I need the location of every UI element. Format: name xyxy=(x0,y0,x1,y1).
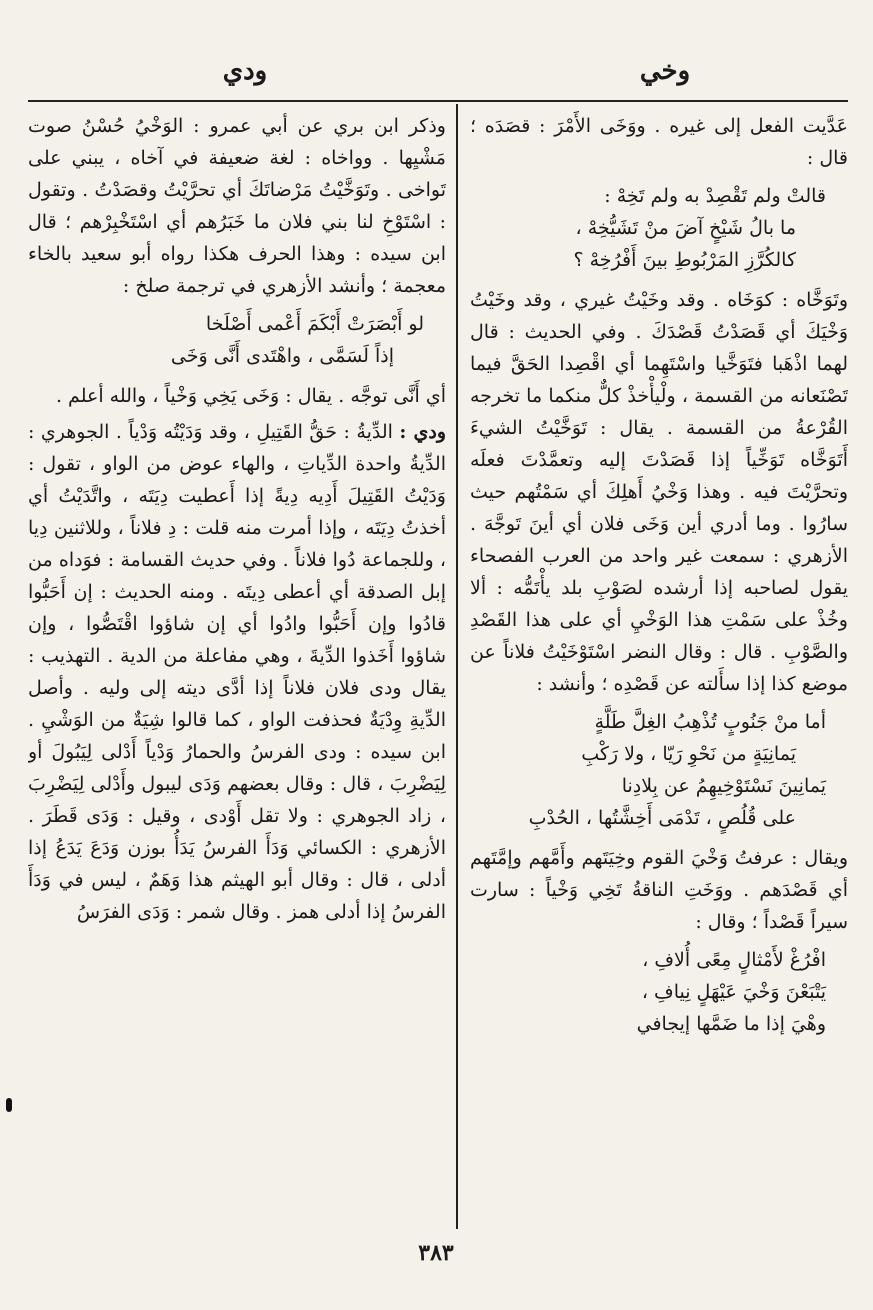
verse-line: إذاً لَسَمَّى ، واهْتَدى أَنَّى وَخَى xyxy=(170,345,394,367)
verse-line: قالتْ ولم تَقْصِدْ به ولم تَخِهْ : xyxy=(604,185,826,207)
verse-block xyxy=(470,706,848,834)
paragraph: وتَوَخَّاه : كوَخَاه . وقد وخَيْتُ غيري ، وقد وخَيْتُ وَخْيَكَ أي قَصَدْتُ قَصْدَكَ . وفي الحديث : قال لهما اذْهَبا فتَوَخَّيا واسْتَهِما أي اقْصِدا الحَقَّ فيما تَصْنَعانه من القسمة ، ولْيأْخذْ كلٌّ منكما ما تخرجه القُرْعةُ من القسمة . يقال : تَوَخَّيْتُ الشيءَ أَتَوَخَّاه تَوَخِّياً إذا قَصَدْتَ إليه وتعمَّدْتَ فعلَه وتحرَّيْتَ فيه . وهذا وَخْيُ أَهلِكَ أي سَمْتُهم حيث سارُوا . وما أدري أين وَخَى فلان أي أينَ تَوجَّهَ . الأزهري : سمعت غير واحد من العرب الفصحاء يقول لصاحبه إذا أرشده لصَوْبِ بلد يأْتَمُّه : ألا وخُذْ على سَمْتِ هذا الوَخْيِ أي على هذا القَصْدِ والصَّوْبِ . قال : وقال النضر اسْتَوْخَيْتُ فلاناً عن موضع كذا إذا سأَلته عن قَصْدِه ؛ وأنشد : xyxy=(470,289,848,695)
entry-paragraph xyxy=(28,416,446,928)
margin-ink-mark xyxy=(6,1098,12,1112)
paragraph: ويقال : عرفتُ وَخْيَ القوم وخِيَتَهم وأَمَّهم وإمَّتَهم أي قَصْدَهم . ووَخَتِ الناقةُ تَخِي وَخْياً : سارت سيراً قَصْداً ؛ وقال : xyxy=(470,847,848,933)
verse-line: كالكُرَّزِ المَرْبُوطِ بينَ أَفْرُخِهْ ؟ xyxy=(573,249,796,271)
verse-line: أما منْ جَنُوبٍ تُذْهِبُ الغِلَّ طَلَّةٍ xyxy=(594,711,826,733)
entry-headword: ودي : xyxy=(399,421,446,443)
verse-block xyxy=(470,180,848,276)
header-rule xyxy=(28,100,848,102)
column-divider xyxy=(456,104,458,1229)
paragraph: عَدَّيت الفعل إلى غيره . ووَخَى الأَمْرَ : قصَدَه ؛ قال : xyxy=(470,115,848,169)
right-column xyxy=(470,110,848,1230)
verse-line: يَتْبَعْنَ وَخْيَ عَيْهَلٍ نِيافِ ، xyxy=(641,981,826,1003)
page-number: ٣٨٣ xyxy=(418,1240,454,1266)
verse-line: وهْيَ إذا ما ضَمَّها إيجافي xyxy=(636,1013,826,1035)
verse-block xyxy=(28,308,446,372)
verse-line: يَمانِينَ نَسْتَوْخِيهِمُ عن بِلادِنا xyxy=(621,775,826,797)
verse-line: افْرُغْ لأَمْثالٍ مِعًى أُلافِ ، xyxy=(642,949,826,971)
paragraph: أي أَنَّى توجَّه . يقال : وَخَى يَخِي وَخْياً ، والله أعلم . xyxy=(55,385,446,407)
verse-line: على قُلُصٍ ، تَدْمَى أَخِشَّتُها ، الحُدْبِ xyxy=(528,807,796,829)
running-head-right: وخي xyxy=(639,56,691,86)
verse-line: ما بالُ شَيْخٍ آضَ منْ تَشَيُّخِهْ ، xyxy=(575,217,796,239)
verse-line: لو أَبْصَرَتْ أَبْكَمَ أَعْمى أَصْلَخا xyxy=(205,313,424,335)
verse-block xyxy=(470,944,848,1040)
left-column xyxy=(28,110,446,1230)
running-head-left: ودي xyxy=(222,56,268,86)
entry-text: الدِّيةُ : حَقُّ القَتِيلِ ، وقد وَدَيْتُه وَدْياً . الجوهري : الدِّيةُ واحدة الدِّياتِ ، والهاء عوض من الواو ، تقول : وَدَيْتُ القَتِيلَ أَدِيه دِيةً إذا أَعطيت دِيَتَه ، واتَّدَيْتُ أي أخذتُ دِيَتَه ، وإذا أمرت منه قلت : دِ فلاناً ، وللاثنين دِيا ، وللجماعة دُوا فلاناً . وفي حديث القسامة : فوَداه من إبل الصدقة أي أعطى دِيتَه . ومنه الحديث : إن أَحَبُّوا قادُوا وإن أَحَبُّوا وادُوا أي إن شاؤوا اقْتَصُّوا ، وإن شاؤوا أَخَذوا الدِّيةَ ، وهي مفاعلة من الدية . التهذيب : يقال ودى فلان فلاناً إذا أدَّى ديته إلى وليه . وأصل الدِّيةِ وِدْيَةٌ فحذفت الواو ، كما قالوا شِيَةٌ من الوَشْيِ . ابن سيده : ودى الفرسُ والحمارُ وَدْياً أَدْلى لِيَبُولَ أو لِيَضْرِبَ ، قال : وقال بعضهم وَدَى ليبول وأَدْلى لِيَضْرِبَ ، زاد الجوهري : ولا تقل أَوْدى ، وقيل : وَدَى قَطَرَ . الأزهري : الكسائي وَدَأَ الفرسُ يَدَأُ بوزن وَدَعَ يَدَعُ إذا أدلى ، قال : وقال أبو الهيثم هذا وَهَمٌ ، ليس في وَدَأَ الفرسُ إذا أدلى همز . وقال شمر : وَدَى الفرَسُ xyxy=(28,421,446,923)
verse-line: يَمانِيَةٍ من نَحْوِ رَيّا ، ولا رَكْبِ xyxy=(581,743,796,765)
paragraph: وذكر ابن بري عن أبي عمرو : الوَخْيُ حُسْنُ صوت مَشْيِها . وواخاه : لغة ضعيفة في آخاه ، يبني على تَواخى . وتَوَخَّيْتُ مَرْضاتَكَ أي تحرَّيْتُ وقصَدْتُ . وتقول : اسْتَوْخِ لنا بني فلان ما خَبَرُهم أي اسْتَخْبِرْهم ؛ قال ابن سيده : وهذا الحرف هكذا رواه أبو سعيد بالخاء معجمة ؛ وأنشد الأزهري في ترجمة صلخ : xyxy=(28,115,446,297)
